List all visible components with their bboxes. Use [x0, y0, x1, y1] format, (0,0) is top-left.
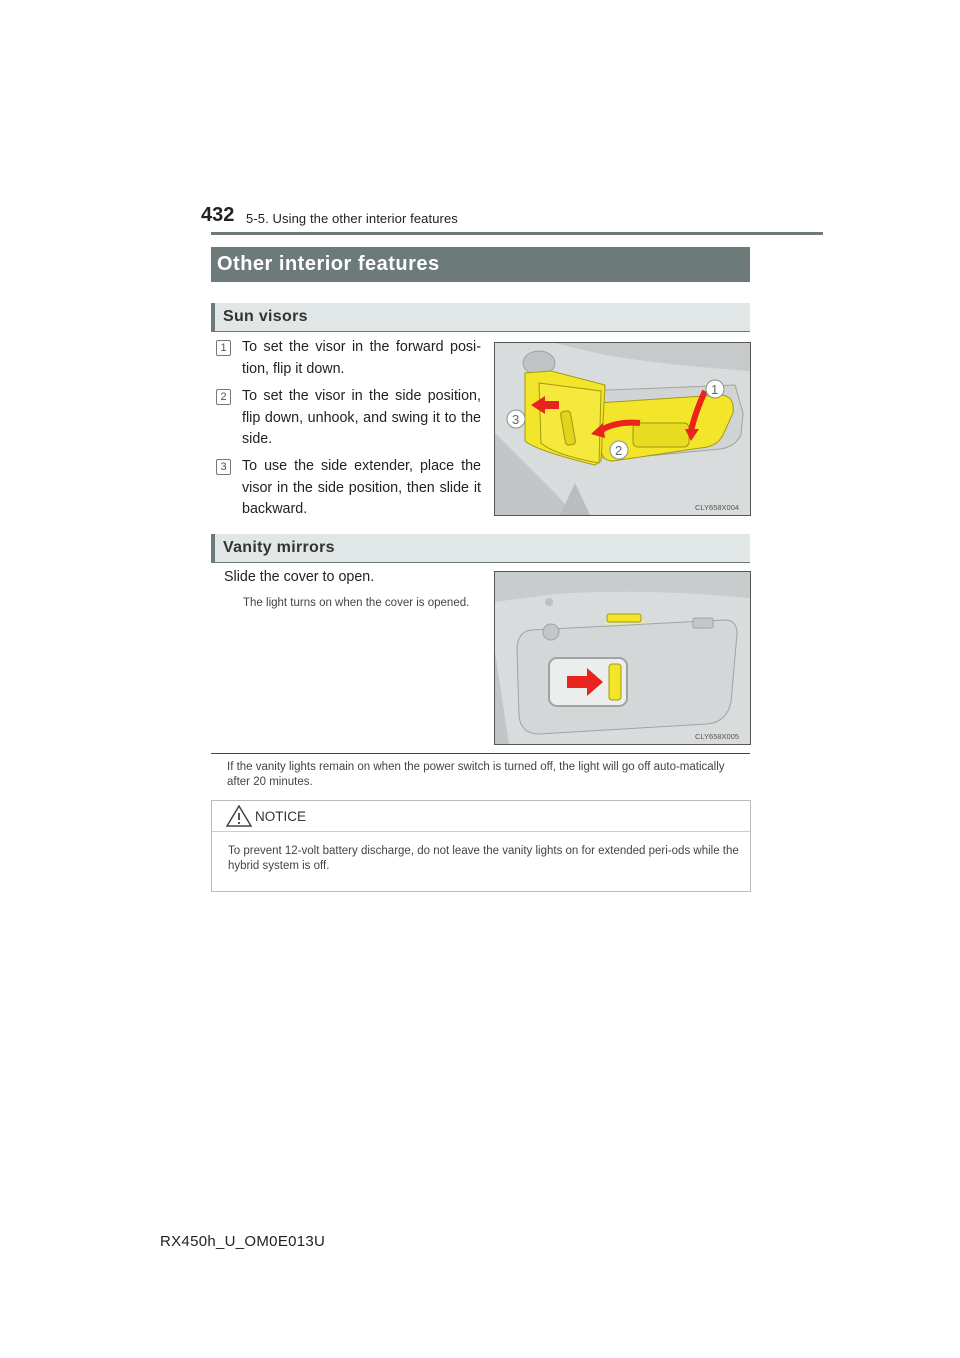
vanity-mirrors-heading-bar: [211, 534, 750, 563]
sun-visors-heading: Sun visors: [223, 308, 308, 325]
svg-text:1: 1: [711, 382, 719, 397]
notice-label: NOTICE: [255, 809, 307, 824]
sun-visor-step-1: [216, 337, 481, 380]
note-divider: [211, 753, 750, 754]
sun-visors-heading-bar: [211, 303, 750, 332]
vanity-lights-note: If the vanity lights remain on when the power switch is turned off, the light will go off auto-matically after 20 minutes.: [227, 761, 725, 788]
step-text-2: To set the visor in the side position, flip down, unhook, and swing it to the side.: [242, 388, 481, 447]
sun-visor-illustration: [494, 342, 751, 516]
vanity-mirrors-heading: Vanity mirrors: [223, 539, 335, 556]
manual-code: RX450h_U_OM0E013U: [160, 1233, 326, 1250]
header-divider: [211, 232, 823, 235]
svg-text:2: 2: [615, 443, 623, 458]
figure-code-1: CLY658X004: [695, 503, 740, 512]
notice-header: [212, 801, 750, 832]
step-text-1: To set the visor in the forward posi-tion, flip it down.: [242, 339, 481, 377]
main-title: Other interior features: [217, 253, 440, 275]
step-number-2: 2: [216, 389, 231, 405]
main-title-bar: [211, 247, 750, 282]
step-number-3: 3: [216, 459, 231, 475]
vanity-instruction: Slide the cover to open.: [224, 569, 375, 585]
svg-text:3: 3: [512, 412, 520, 427]
vanity-light-note: The light turns on when the cover is opened.: [243, 597, 470, 609]
notice-text: To prevent 12-volt battery discharge, do not leave the vanity lights on for extended peri-ods while the hybrid system is off.: [228, 845, 739, 872]
page-number: 432: [201, 204, 235, 226]
vanity-mirror-illustration: [494, 571, 751, 745]
sun-visor-step-2: [216, 386, 481, 451]
notice-box: [211, 800, 751, 892]
section-reference: 5-5. Using the other interior features: [246, 211, 458, 226]
warning-triangle-icon: [226, 805, 252, 827]
step-text-3: To use the side extender, place the visor in the side position, then slide it backward.: [242, 458, 481, 517]
figure-code-2: CLY658X005: [695, 732, 740, 741]
sun-visor-step-3: [216, 456, 481, 521]
step-number-1: 1: [216, 340, 231, 356]
